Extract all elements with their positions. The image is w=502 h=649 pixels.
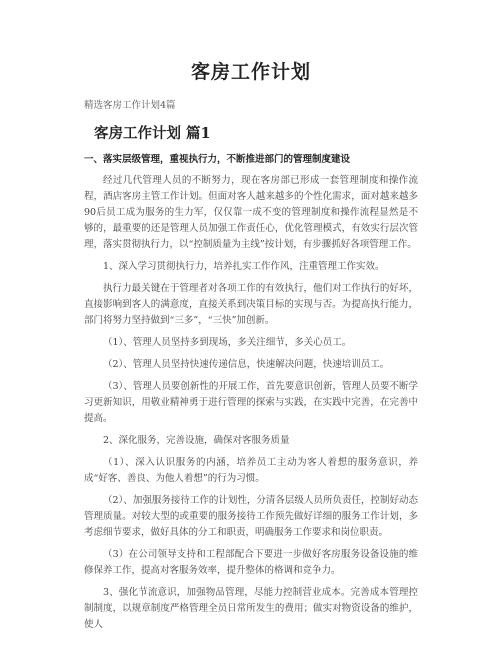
paragraph-item: （3）在公司领导支持和工程部配合下要进一步做好客房服务设备设施的维修保养工作，提高对客服务效率，提升整体的格调和竞争力。 bbox=[84, 549, 418, 576]
paragraph-item: 执行力最关键在于管理者对各项工作的有效执行，他们对工作执行的好坏，直接影响到客人的满意度，直接关系到决策目标的实现与否。为提高执行能力，部门将努力坚持做到“三多”，“三快”加创新。 bbox=[84, 283, 418, 326]
paragraph-item: 2、深化服务，完善设施，确保对客服务质量 bbox=[103, 435, 290, 446]
paragraph-item: （3）、管理人员要创新性的开展工作，首先要意识创新，管理人员要不断学习更新知识，用敬业精神勇于进行管理的探索与实践，在实践中完善，在完善中提高。 bbox=[84, 381, 418, 424]
paragraph-item: 1、深入学习贯彻执行力，培养扎实工作作风，注重管理工作实效。 bbox=[103, 261, 385, 272]
document-subtitle: 精选客房工作计划4篇 bbox=[84, 100, 176, 111]
paragraph-item: （2）、管理人员坚持快速传递信息，快速解决问题，快速培训员工。 bbox=[103, 359, 390, 370]
bold-heading: 一、落实层级管理，重视执行力，不断推进部门的管理制度建设 bbox=[84, 154, 351, 165]
paragraph-item: （1）、管理人员坚持多到现场，多关注细节，多关心员工。 bbox=[103, 337, 352, 348]
paragraph-item: （2）、加强服务接待工作的计划性，分清各层级人员所负责任，控制好动态管理质量。对较大型的或重要的服务接待工作预先做好详细的服务工作计划，多考虑细节要求，做好具体的分工和职责，明确服务工作要求和岗位职责。 bbox=[84, 495, 418, 538]
paragraph-item: （1）、深入认识服务的内涵，培养员工主动为客人着想的服务意识，养成“好客、善良、为他人着想”的行为习惯。 bbox=[84, 457, 418, 484]
document-title: 客房工作计划 bbox=[190, 61, 311, 83]
section-title: 客房工作计划 篇1 bbox=[94, 125, 211, 142]
paragraph-item: 3、强化节流意识，加强物品管理，尽能力控制营业成本。完善成本管理控制制度，以规章制度严格管理全员日常所发生的费用；做实对物资设备的维护，使人 bbox=[84, 587, 418, 630]
paragraph-list bbox=[84, 173, 418, 633]
paragraph-intro: 经过几代管理人员的不断努力，现在客房部已形成一套管理制度和操作流程，酒店客房主管工作计划。但面对客人越来越多的个性化需求，面对越来越多90后员工成为服务的生力军，仅仅靠一成不变的管理制度和操作流程显然是不够的，最重要的还是管理人员加强工作责任心，优化管理模式，有效实行层次管理，落实贯彻执行力，以“控制质量为主线”按计划，有步骤抓好各项管理工作。 bbox=[84, 175, 418, 250]
